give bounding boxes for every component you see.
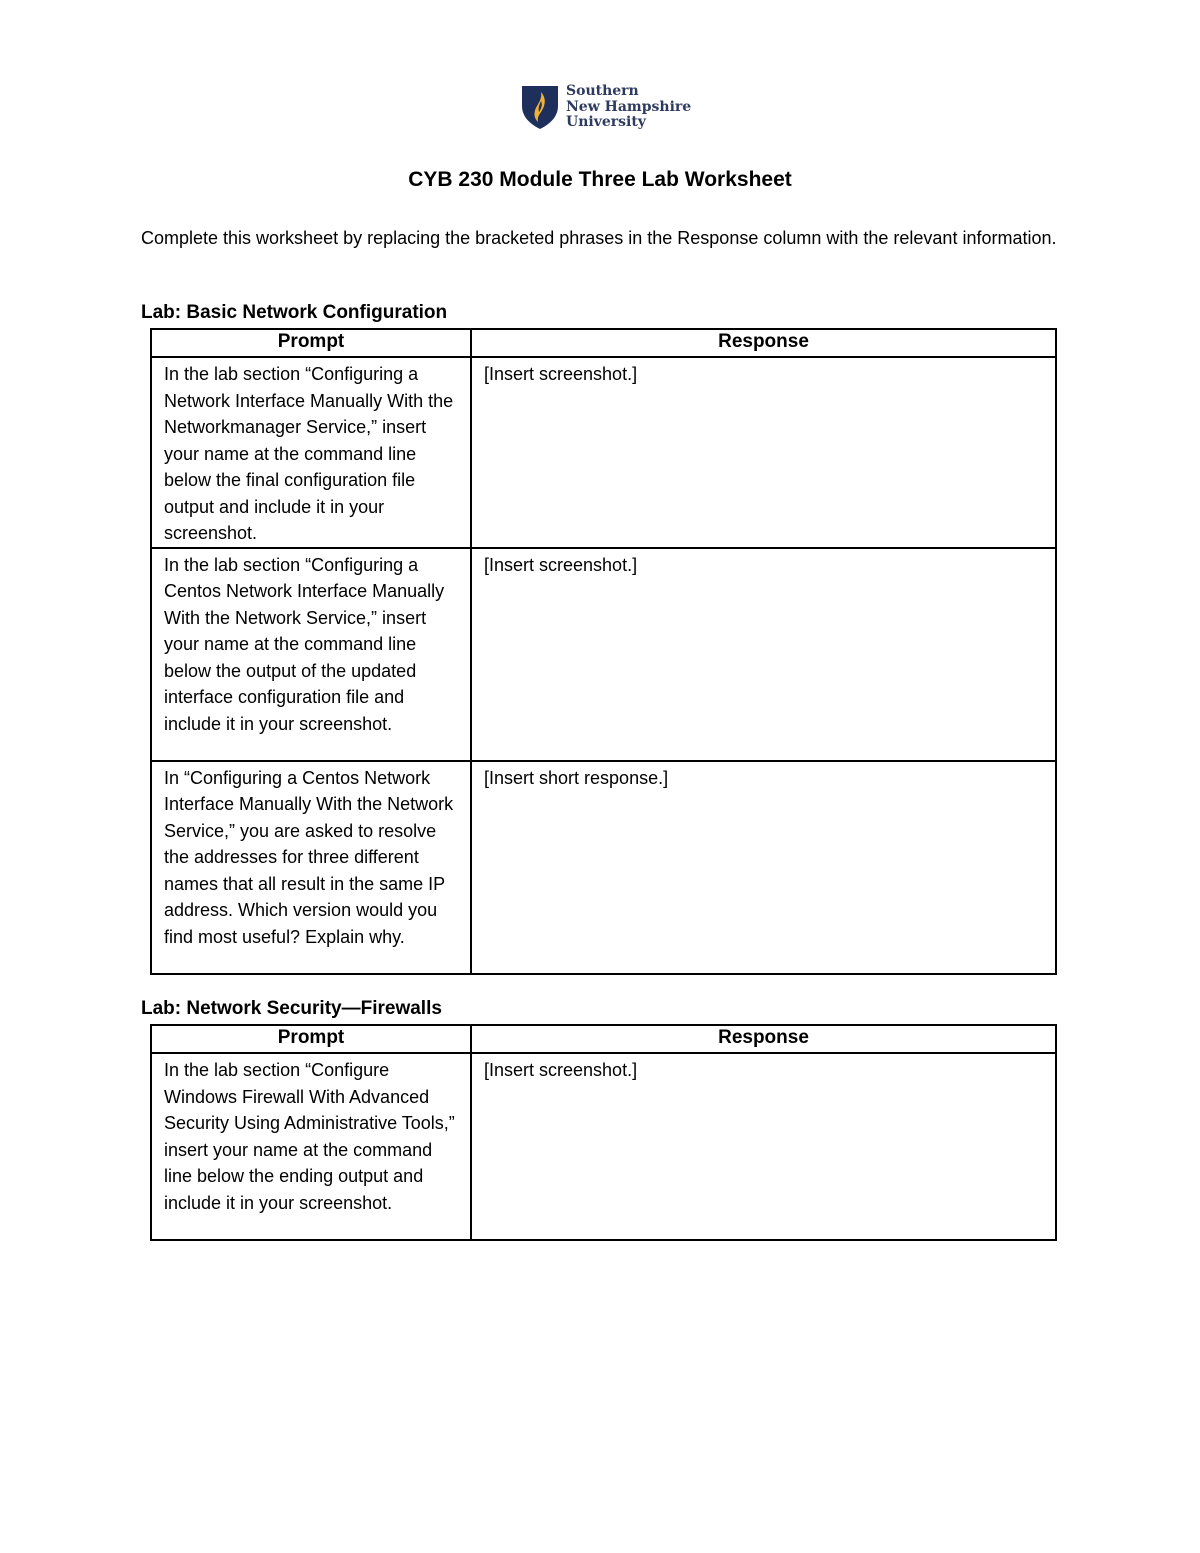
table-header-row bbox=[151, 329, 1056, 357]
response-cell[interactable]: [Insert screenshot.] bbox=[471, 1053, 1056, 1240]
logo-line-1: Southern bbox=[566, 83, 639, 99]
table-header-row bbox=[151, 1025, 1056, 1053]
table-row bbox=[151, 761, 1056, 974]
logo-line-3: University bbox=[566, 114, 646, 130]
prompt-cell: In the lab section “Configuring a Centos Network Interface Manually With the Network Service,” insert your name at the command line below the output of the updated interface configuration file and include it in your screenshot. bbox=[151, 548, 471, 761]
prompt-cell: In the lab section “Configuring a Network Interface Manually With the Networkmanager Service,” insert your name at the command line below the final configuration file output and include it in your screenshot. bbox=[151, 357, 471, 548]
section-heading-basic-network: Lab: Basic Network Configuration bbox=[141, 302, 448, 323]
column-header-prompt: Prompt bbox=[151, 1025, 471, 1053]
column-header-prompt: Prompt bbox=[151, 329, 471, 357]
column-header-response: Response bbox=[471, 1025, 1056, 1053]
shield-flame-icon bbox=[520, 84, 560, 130]
response-cell[interactable]: [Insert short response.] bbox=[471, 761, 1056, 974]
worksheet-table-basic-network bbox=[150, 328, 1057, 975]
page-title: CYB 230 Module Three Lab Worksheet bbox=[408, 168, 792, 191]
worksheet-table-firewalls bbox=[150, 1024, 1057, 1241]
column-header-response: Response bbox=[471, 329, 1056, 357]
prompt-cell: In the lab section “Configure Windows Firewall With Advanced Security Using Administrative Tools,” insert your name at the command line below the ending output and include it in your screenshot. bbox=[151, 1053, 471, 1240]
response-cell[interactable]: [Insert screenshot.] bbox=[471, 548, 1056, 761]
table-row bbox=[151, 357, 1056, 548]
logo-line-2: New Hampshire bbox=[566, 98, 692, 115]
table-row bbox=[151, 1053, 1056, 1240]
university-wordmark bbox=[566, 84, 691, 131]
section-heading-firewalls: Lab: Network Security—Firewalls bbox=[141, 998, 442, 1019]
university-logo bbox=[520, 84, 700, 132]
response-cell[interactable]: [Insert screenshot.] bbox=[471, 357, 1056, 548]
table-row bbox=[151, 548, 1056, 761]
intro-paragraph: Complete this worksheet by replacing the bracketed phrases in the Response column with the relevant information. bbox=[141, 228, 1057, 248]
prompt-cell: In “Configuring a Centos Network Interface Manually With the Network Service,” you are asked to resolve the addresses for three different names that all result in the same IP address. Which version would you find most useful? Explain why. bbox=[151, 761, 471, 974]
